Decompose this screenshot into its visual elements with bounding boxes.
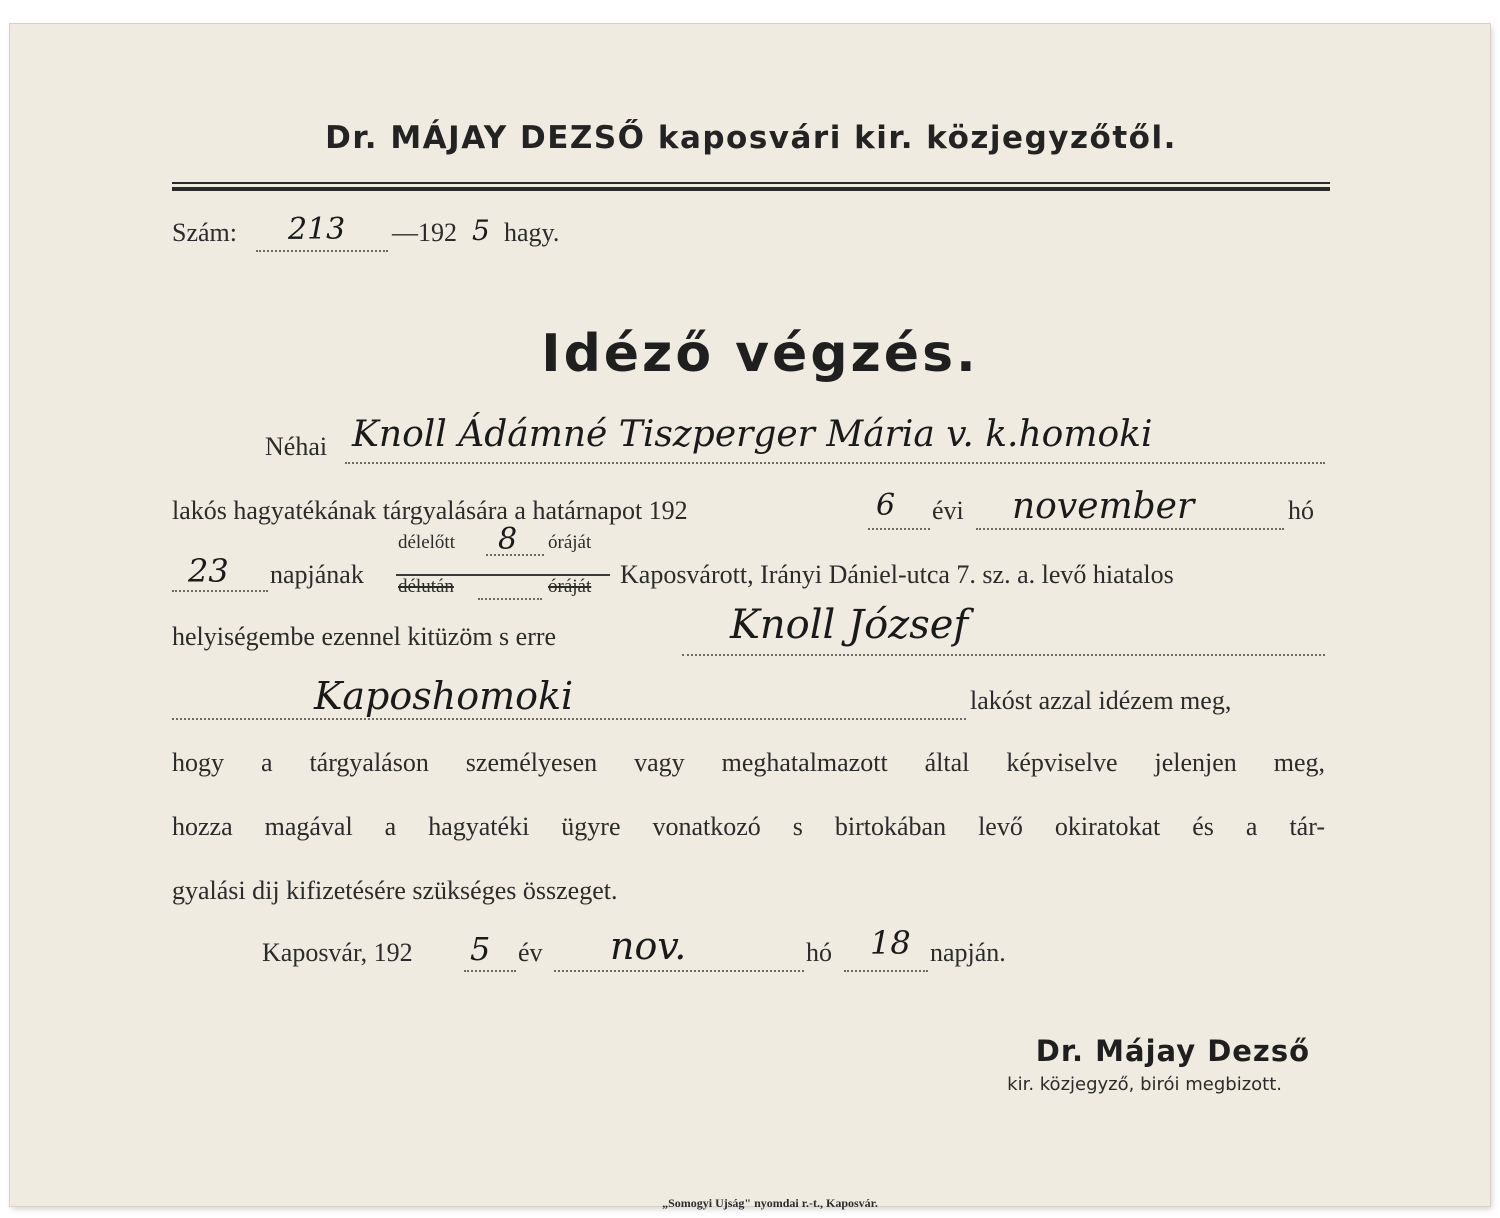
header-rule-top <box>172 182 1330 184</box>
reference-label: Szám: <box>172 218 237 247</box>
hearing-day: 23 <box>188 552 229 590</box>
line7-text: hozza magával a hagyatéki ügyre vonatkozó s birtokában levő okiratokat és a tár- <box>172 812 1325 841</box>
signatory-title: kir. közjegyző, birói megbizott. <box>1007 1074 1282 1095</box>
line3-text: Kaposvárott, Irányi Dániel-utca 7. sz. a. levő hiatalos <box>620 560 1174 589</box>
line8-text: gyalási dij kifizetésére szükséges összeget. <box>172 876 618 905</box>
reference-year-digit: 5 <box>472 214 490 247</box>
orajat-label-1: óráját <box>548 532 592 553</box>
residence-name: Kaposhomoki <box>314 674 574 718</box>
header-rule-bottom <box>172 187 1330 191</box>
dateline-year-line <box>464 970 516 972</box>
dateline-day-line <box>844 970 928 972</box>
line6-text: hogy a tárgyaláson személyesen vagy meghatalmazott által képviselve jelenjen meg, <box>172 748 1325 777</box>
signatory-name: Dr. Májay Dezső <box>1035 1034 1310 1068</box>
dateline-year-digit: 5 <box>470 930 491 968</box>
reference-suffix: hagy. <box>504 218 560 247</box>
dateline-month: nov. <box>610 924 687 968</box>
document-title: Idéző végzés. <box>541 324 979 384</box>
delutan-label-struck: délután <box>398 576 454 597</box>
deceased-name: Knoll Ádámné Tiszperger Mária v. k.homoki <box>352 414 1153 455</box>
reference-year-prefix: —192 <box>392 218 457 247</box>
printer-imprint: „Somogyi Ujság" nyomdai r.-t., Kaposvár. <box>662 1196 878 1210</box>
napjanak-label: napjának <box>270 560 364 589</box>
line2-text: lakós hagyatékának tárgyalására a határnapot 192 <box>172 496 688 525</box>
line4-text: helyiségembe ezennel kitüzöm s erre <box>172 622 557 651</box>
dateline-day: 18 <box>870 924 911 962</box>
hearing-hour: 8 <box>498 522 518 557</box>
orajat-label-2-struck: óráját <box>548 576 592 597</box>
ho-label: hó <box>1288 496 1314 525</box>
reference-number: 213 <box>288 212 346 247</box>
summoned-line <box>682 654 1325 656</box>
residence-line <box>172 718 966 720</box>
dateline-place: Kaposvár, 192 <box>262 938 413 967</box>
month-line <box>976 528 1284 530</box>
hour-line-struck <box>478 598 542 600</box>
year-line <box>868 528 930 530</box>
hearing-month: november <box>1012 486 1195 527</box>
dateline-month-line <box>554 970 804 972</box>
dateline-ev: év <box>518 938 543 967</box>
line5-text: lakóst azzal idézem meg, <box>970 686 1232 715</box>
document-sheet <box>10 24 1490 1210</box>
nehai-label: Néhai <box>265 432 328 461</box>
deceased-line <box>345 462 1325 464</box>
evi-label: évi <box>932 496 964 525</box>
reference-number-line <box>256 250 388 252</box>
issuer-header: Dr. MÁJAY DEZSŐ kaposvári kir. közjegyzőtől. <box>325 120 1177 156</box>
delelott-label: délelőtt <box>398 532 455 553</box>
day-line <box>172 590 268 592</box>
dateline-ho: hó <box>806 938 832 967</box>
dateline-napjan: napján. <box>930 938 1006 967</box>
summoned-name: Knoll József <box>730 602 969 648</box>
hearing-year-digit: 6 <box>876 488 896 523</box>
